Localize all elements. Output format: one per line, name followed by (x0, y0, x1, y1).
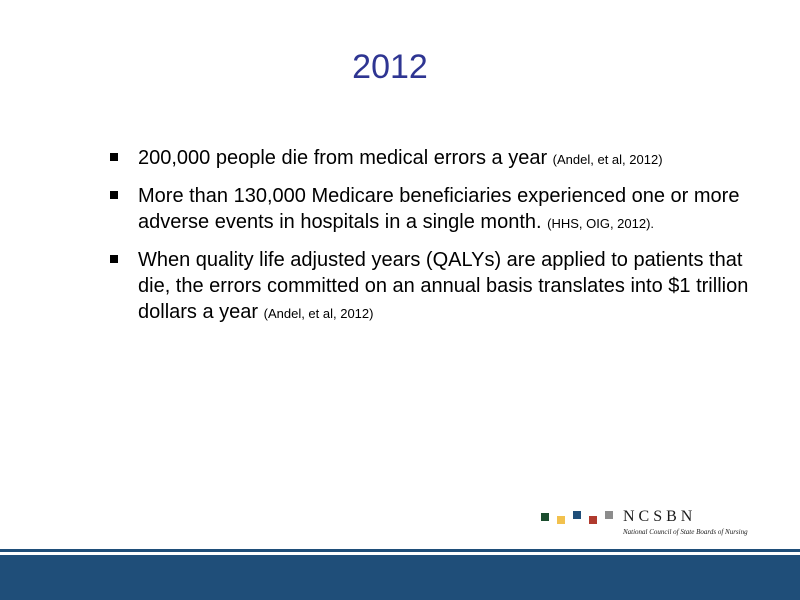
logo-square-icon (573, 511, 581, 519)
logo-name: NCSBN (623, 508, 697, 525)
ncsbn-logo (541, 508, 771, 540)
logo-square-icon (605, 511, 613, 519)
slide-title: 2012 (352, 48, 428, 86)
footer-divider (0, 549, 800, 552)
bullet-item (110, 247, 760, 327)
bullet-citation: (Andel, et al, 2012) (263, 306, 374, 321)
bullet-marker-icon (110, 153, 118, 161)
logo-square-icon (541, 513, 549, 521)
bullet-text: 200,000 people die from medical errors a year (138, 147, 553, 169)
bullet-text: More than 130,000 Medicare beneficiaries experienced one or more adverse events in hospitals in a single month. (138, 185, 740, 233)
bullet-marker-icon (110, 255, 118, 263)
logo-square-icon (589, 516, 597, 524)
logo-square-icon (557, 516, 565, 524)
bullet-text: When quality life adjusted years (QALYs) are applied to patients that die, the errors committed on an annual basis translates into $1 trillion dollars a year (138, 249, 749, 323)
bullet-citation: (Andel, et al, 2012) (552, 152, 663, 167)
footer-bar (0, 555, 800, 600)
bullet-marker-icon (110, 191, 118, 199)
bullet-item (110, 145, 760, 173)
logo-subtitle: National Council of State Boards of Nursing (623, 528, 748, 536)
bullet-list (110, 145, 760, 337)
bullet-citation: (HHS, OIG, 2012). (547, 216, 655, 231)
bullet-item (110, 183, 760, 237)
